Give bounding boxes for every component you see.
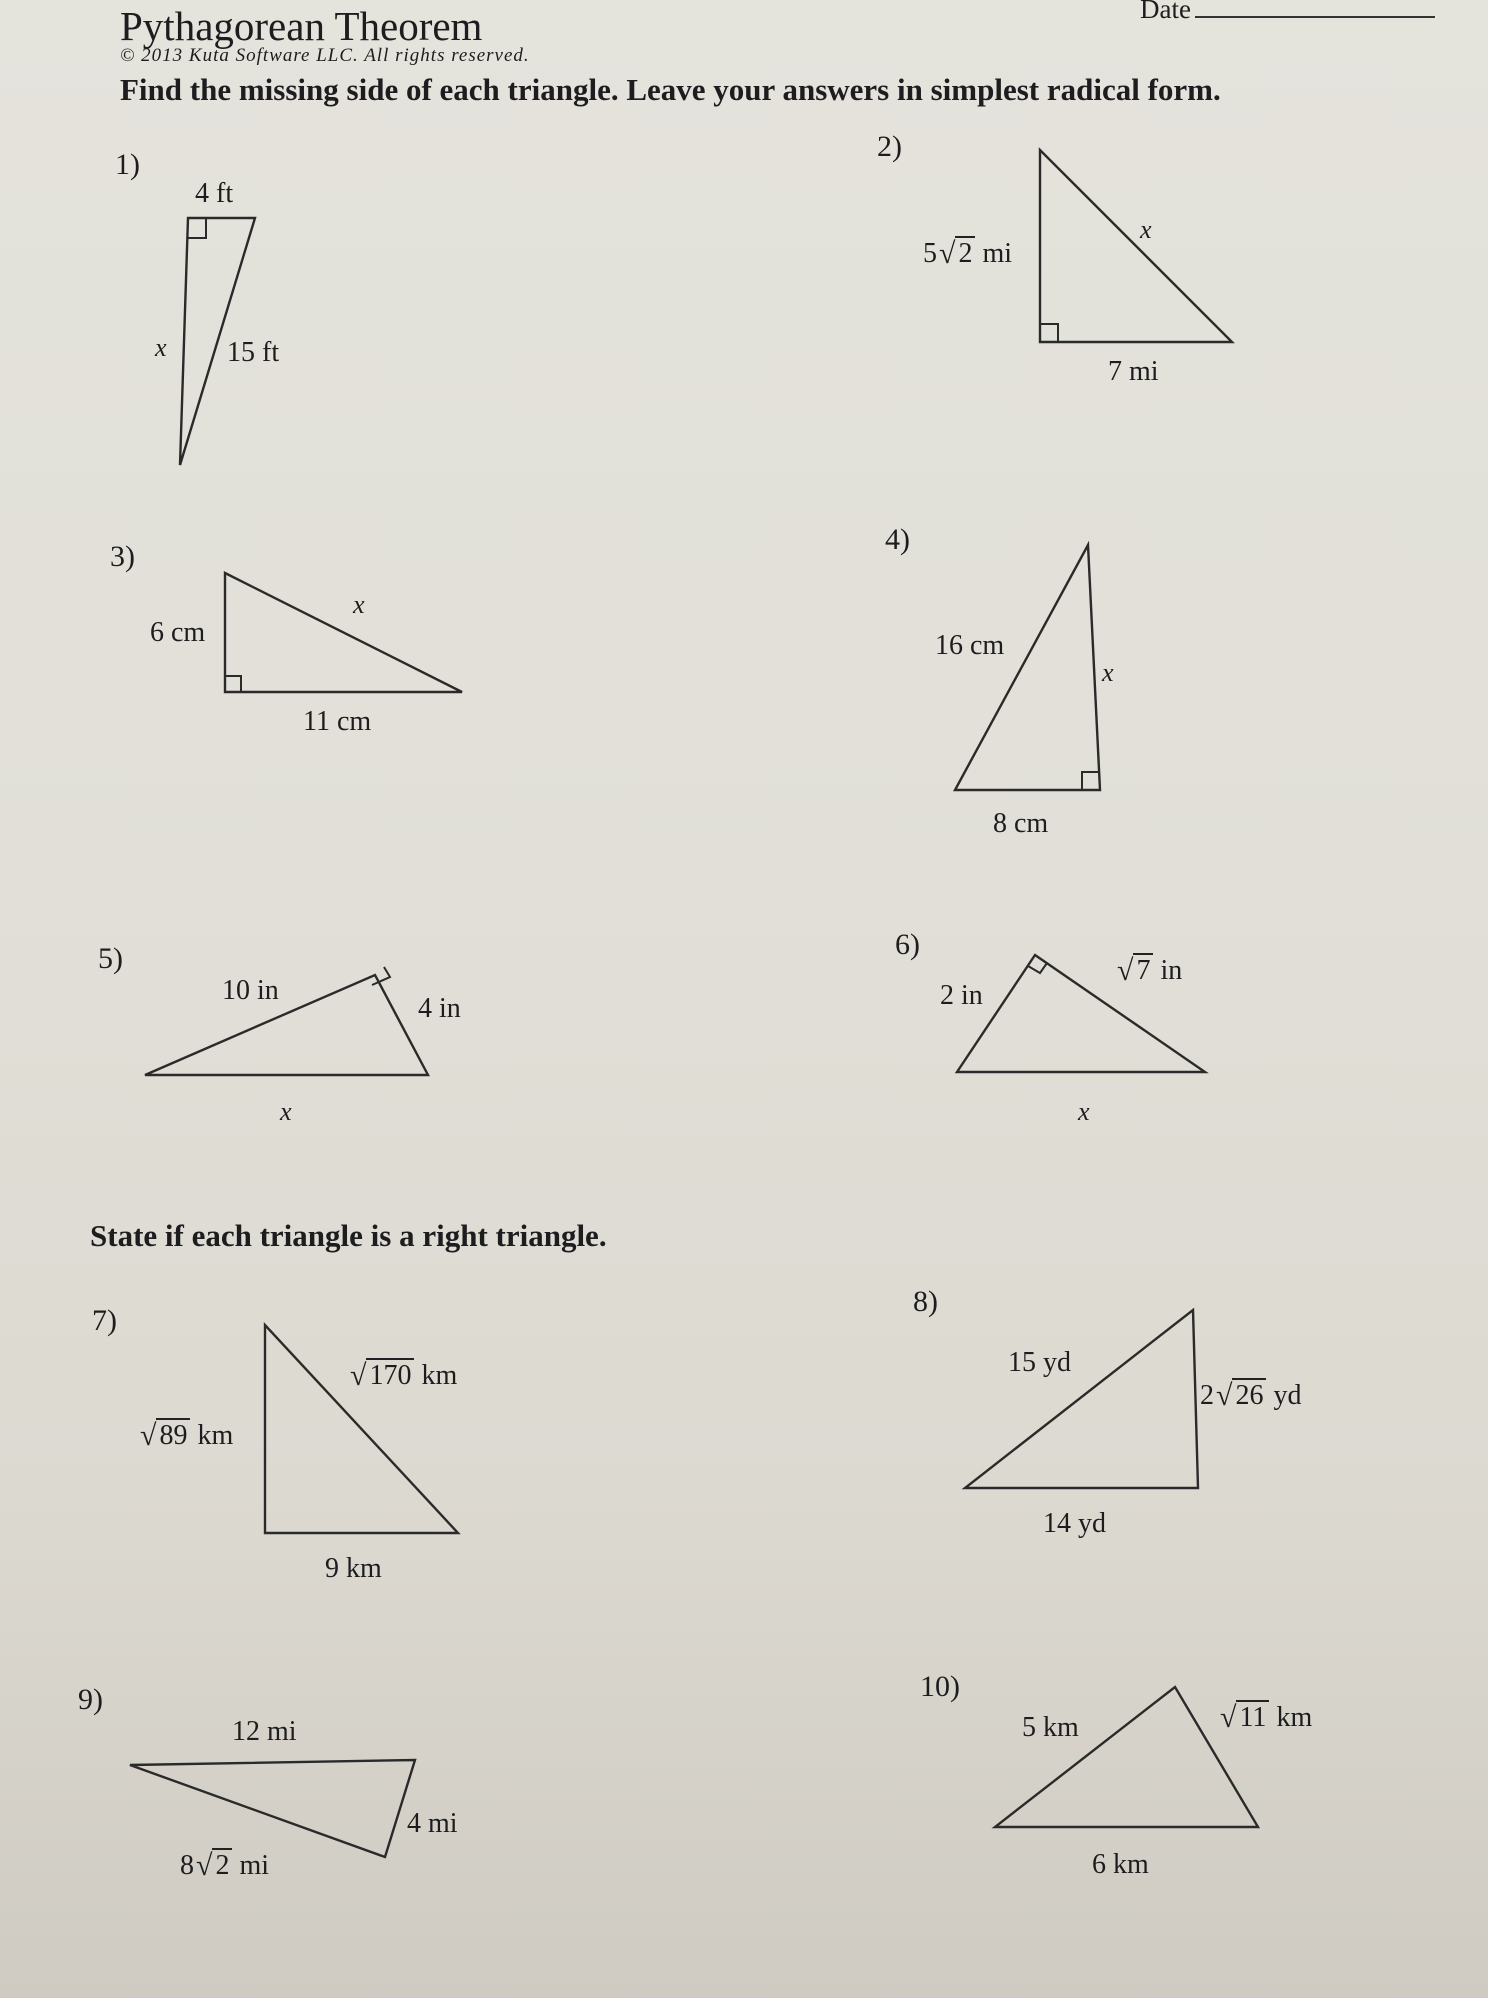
sqrt-symbol: √ 7 [1117, 953, 1153, 987]
problem-9-top-side-label: 12 mi [232, 1716, 297, 1747]
problem-2-unknown-label: x [1140, 215, 1152, 244]
problem-6-number: 6) [895, 928, 920, 961]
problem-7-hypotenuse-label: √ 170 km [348, 1358, 457, 1392]
sqrt-symbol: √ 26 [1216, 1378, 1266, 1412]
problem-3-number: 3) [110, 540, 135, 573]
problem-3-bottom-leg-label: 11 cm [303, 706, 372, 737]
sqrt-symbol: √ 2 [196, 1848, 232, 1882]
problem-4-bottom-leg-label: 8 cm [993, 808, 1049, 839]
problem-6-leg2-label: √ 7 in [1115, 953, 1182, 987]
problem-7-leg-label: √ 89 km [138, 1418, 233, 1452]
problem-8-leg-label: 2√ 26 yd [1200, 1378, 1301, 1412]
problem-2-number: 2) [877, 130, 902, 163]
date-label: Date [1140, 0, 1191, 24]
problem-5-number: 5) [98, 942, 123, 975]
problem-3-leg-label: 6 cm [150, 617, 206, 648]
problem-8-bottom-leg-label: 14 yd [1043, 1508, 1106, 1539]
problem-2-bottom-leg-label: 7 mi [1108, 356, 1159, 387]
problem-1-top-leg-label: 4 ft [195, 178, 234, 209]
problem-3-unknown-label: x [353, 590, 365, 619]
problem-5-leg-label: 10 in [222, 975, 279, 1006]
problem-1-hypotenuse-label: 15 ft [227, 337, 280, 368]
problem-10-bottom-side-label: 6 km [1092, 1849, 1149, 1880]
sqrt-symbol: √ 11 [1220, 1700, 1269, 1734]
problem-6-unknown-label: x [1078, 1097, 1090, 1126]
problem-6-leg-label: 2 in [940, 980, 983, 1011]
problem-9-number: 9) [78, 1683, 103, 1716]
problem-7-bottom-leg-label: 9 km [325, 1553, 382, 1584]
problem-1-number: 1) [115, 148, 140, 181]
problem-7-number: 7) [92, 1304, 117, 1337]
problem-4-number: 4) [885, 523, 910, 556]
sqrt-symbol: √ 89 [140, 1418, 190, 1452]
problem-10-right-side-label: √ 11 km [1218, 1700, 1312, 1734]
problem-2-leg-label: 5√ 2 mi [923, 236, 1012, 270]
copyright-notice: © 2013 Kuta Software LLC. All rights reserved. [120, 45, 530, 66]
problem-5-unknown-label: x [280, 1097, 292, 1126]
problem-1-unknown-label: x [155, 333, 167, 362]
problem-9-bottom-side-label: 8√ 2 mi [180, 1848, 269, 1882]
section2-instruction: State if each triangle is a right triangle. [90, 1218, 607, 1253]
sqrt-symbol: √ 170 [350, 1358, 414, 1392]
sqrt-symbol: √ 2 [939, 236, 975, 270]
problem-8-hypotenuse-label: 15 yd [1008, 1347, 1071, 1378]
problem-10-left-side-label: 5 km [1022, 1712, 1079, 1743]
problem-5-leg2-label: 4 in [418, 993, 461, 1024]
problem-8-number: 8) [913, 1285, 938, 1318]
problem-10-number: 10) [920, 1670, 960, 1703]
problem-9-right-side-label: 4 mi [407, 1808, 458, 1839]
problem-4-unknown-label: x [1102, 658, 1114, 687]
worksheet-title: Pythagorean Theorem [120, 3, 483, 49]
section1-instruction: Find the missing side of each triangle. Leave your answers in simplest radical form. [120, 72, 1221, 107]
problem-4-hypotenuse-label: 16 cm [935, 630, 1005, 661]
